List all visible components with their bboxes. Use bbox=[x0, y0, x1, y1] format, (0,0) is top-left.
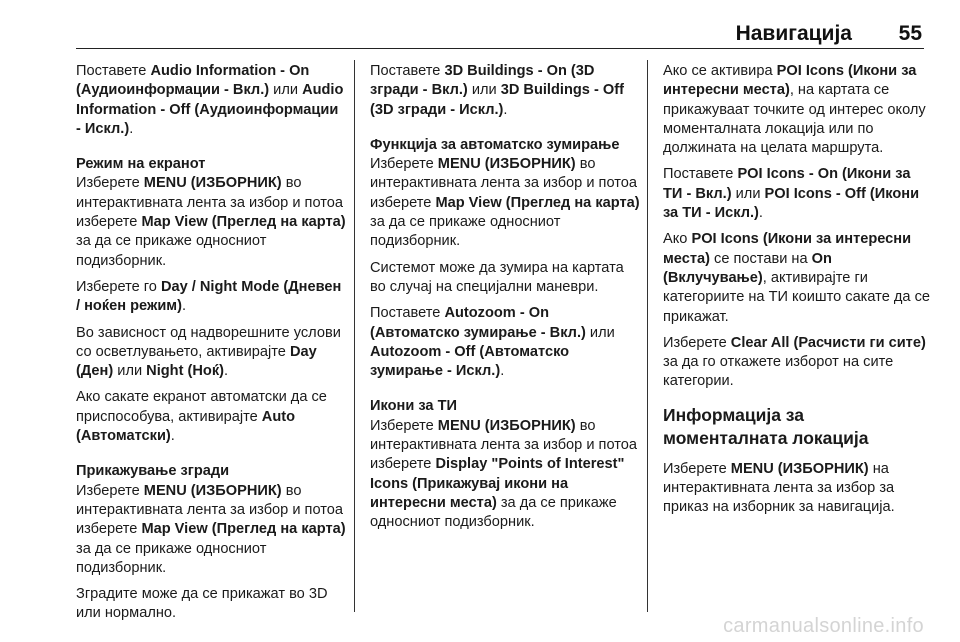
paragraph: Зградите може да се прикажат во 3D или нормално. bbox=[76, 586, 328, 622]
section-heading-large: Информација за моменталната локација bbox=[663, 404, 869, 448]
paragraph: Изберете MENU (ИЗБОРНИК) во интерактивната лента за избор и потоа изберете Map View (Преглед на карта) за да се прикаже односниот подизборник. bbox=[76, 482, 346, 576]
paragraph: Системот може да зумира на картата во случај на специјални маневри. bbox=[370, 259, 624, 295]
paragraph: Ако POI Icons (Икони за интересни места) се постави на On (Вклучување), активирајте ги категориите на ТИ коишто сакате да се прикажат. bbox=[663, 231, 930, 325]
section-heading: Функција за автоматско зумирање bbox=[370, 136, 620, 153]
page-number: 55 bbox=[898, 22, 922, 45]
paragraph: Изберете MENU (ИЗБОРНИК) на интерактивната лента за избор за приказ на изборник за навигација. bbox=[663, 460, 895, 516]
column-1 bbox=[76, 62, 346, 631]
paragraph: Изберете MENU (ИЗБОРНИК) во интерактивната лента за избор и потоа изберете Display "Points of Interest" Icons (Прикажувај икони на интересни места) за да се прикаже односниот подизборник. bbox=[370, 417, 637, 531]
paragraph: Изберете MENU (ИЗБОРНИК) во интерактивната лента за избор и потоа изберете Map View (Преглед на карта) за да се прикаже односниот подизборник. bbox=[76, 175, 346, 269]
section-heading: Прикажување згради bbox=[76, 463, 230, 480]
paragraph: Изберете го Day / Night Mode (Дневен / ноќен режим). bbox=[76, 278, 342, 315]
paragraph: Поставете 3D Buildings - On (3D згради - Вкл.) или 3D Buildings - Off (3D згради - Искл.). bbox=[370, 63, 624, 118]
paragraph: Во зависност од надворешните услови со осветлувањето, активирајте Day (Ден) или Night (Ноќ). bbox=[76, 324, 341, 380]
column-divider bbox=[354, 60, 355, 612]
watermark: carmanualsonline.info bbox=[723, 615, 924, 637]
column-divider bbox=[647, 60, 648, 612]
column-2 bbox=[370, 62, 640, 540]
chapter-title: Навигација bbox=[735, 22, 852, 45]
paragraph: Ако се активира POI Icons (Икони за интересни места), на картата се прикажуваат точките од интерес околу моменталната локација или по должината на целата маршрута. bbox=[663, 63, 926, 157]
paragraph: Ако сакате екранот автоматски да се приспособува, активирајте Auto (Автоматски). bbox=[76, 389, 327, 445]
paragraph: Поставете Autozoom - On (Автоматско зумирање - Вкл.) или Autozoom - Off (Автоматско зумирање - Искл.). bbox=[370, 305, 615, 380]
section-heading: Режим на екранот bbox=[76, 156, 206, 173]
paragraph: Поставете POI Icons - On (Икони за ТИ - Вкл.) или POI Icons - Off (Икони за ТИ - Искл.). bbox=[663, 166, 920, 222]
paragraph: Поставете Audio Information - On (Аудиоинформации - Вкл.) или Audio Information - Off (Аудиоинформации - Искл.). bbox=[76, 63, 344, 137]
paragraph: Изберете MENU (ИЗБОРНИК) во интерактивната лента за избор и потоа изберете Map View (Преглед на карта) за да се прикаже односниот подизборник. bbox=[370, 156, 640, 250]
column-3 bbox=[663, 62, 933, 525]
paragraph: Изберете Clear All (Расчисти ги сите) за да го откажете изборот на сите категории. bbox=[663, 334, 926, 390]
section-heading: Икони за ТИ bbox=[370, 398, 457, 415]
page-header bbox=[76, 18, 924, 49]
